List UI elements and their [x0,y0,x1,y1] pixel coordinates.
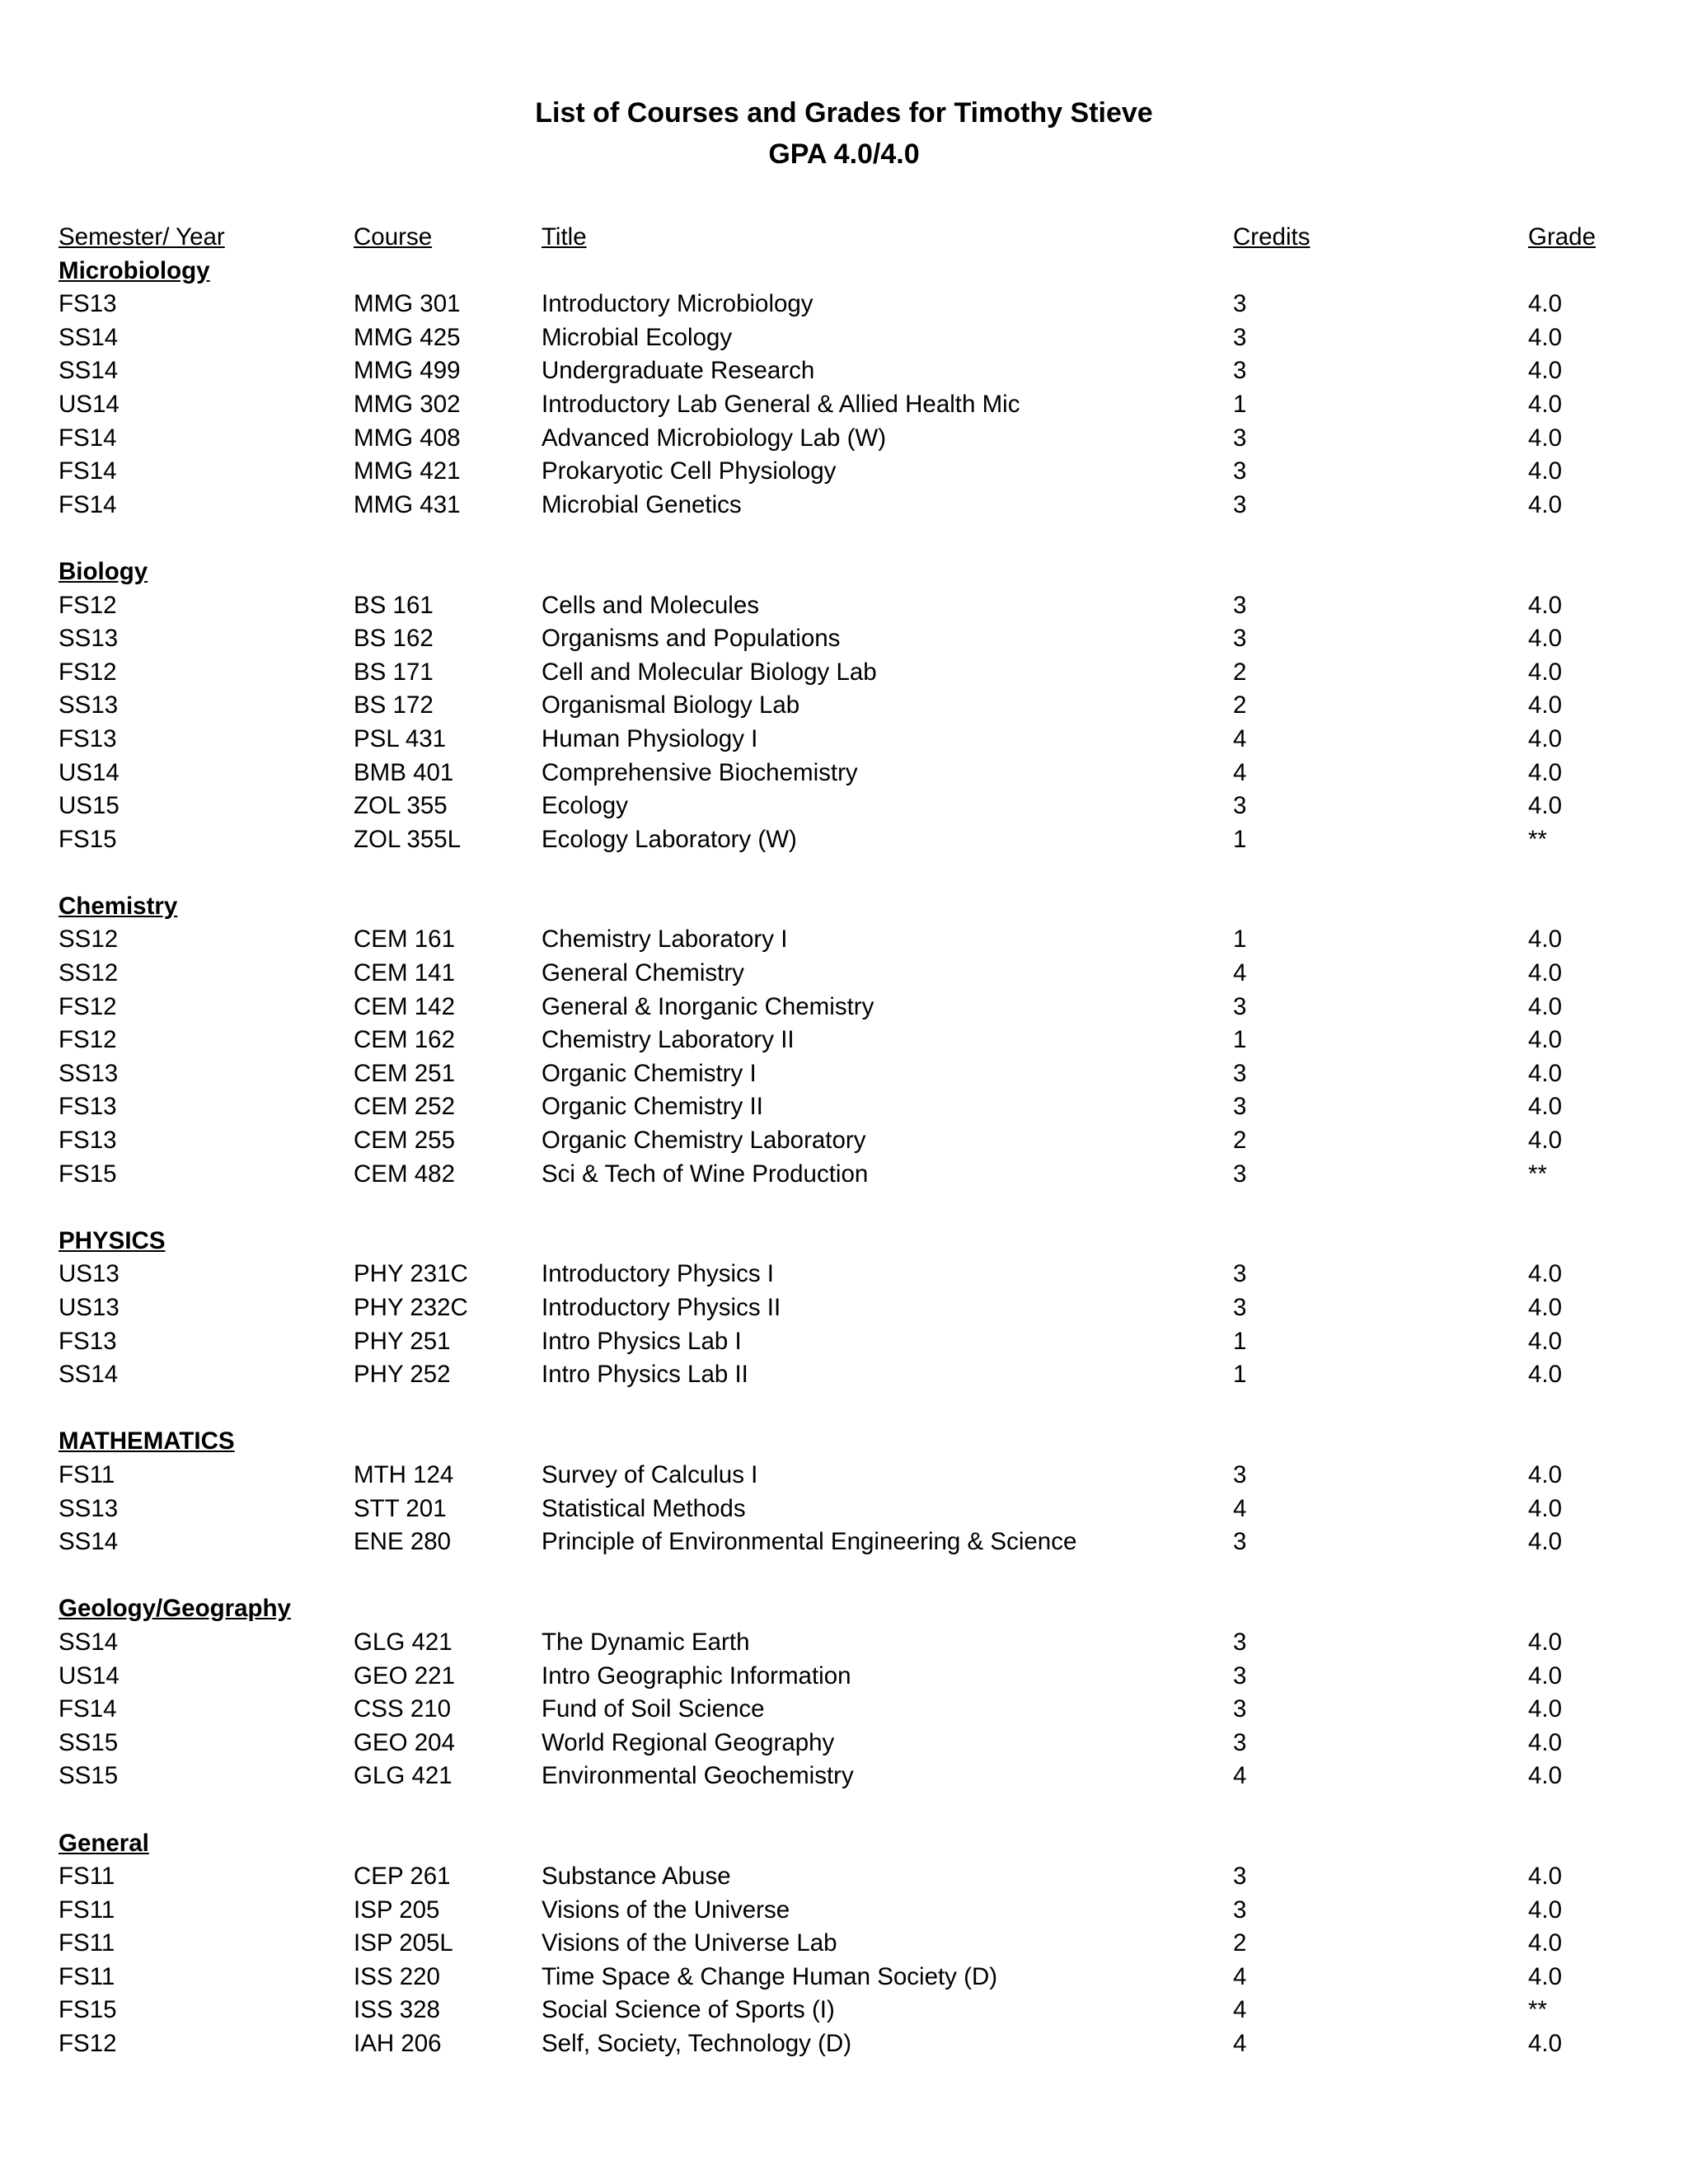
grade-cell: 4.0 [1528,1361,1563,1389]
credits-cell: 3 [1233,1460,1247,1488]
column-header-title: Title [542,223,587,251]
grade-cell: 4.0 [1528,2030,1563,2058]
course-row [59,388,1641,422]
course-title-cell: Social Science of Sports (I) [542,1996,835,2024]
course-code-cell: BS 162 [354,625,434,653]
credits-cell: 3 [1233,992,1247,1020]
semester-cell: FS11 [59,1929,115,1957]
semester-cell: FS11 [59,1863,115,1891]
credits-cell: 1 [1233,1327,1247,1355]
grade-cell: ** [1528,825,1547,853]
semester-cell: SS13 [59,625,119,653]
credits-cell: 4 [1233,1494,1247,1522]
course-title-cell: Statistical Methods [542,1494,746,1522]
course-code-cell: PSL 431 [354,724,447,752]
semester-cell: SS15 [59,1762,119,1790]
grade-cell: 4.0 [1528,792,1563,820]
grade-cell: 4.0 [1528,724,1563,752]
course-title-cell: Chemistry Laboratory I [542,926,788,954]
grade-cell: 4.0 [1528,490,1563,518]
credits-cell: 3 [1233,1896,1247,1924]
course-code-cell: CEM 162 [354,1026,455,1054]
credits-cell: 3 [1233,1160,1247,1188]
credits-cell: 3 [1233,1059,1247,1087]
course-row [59,923,1641,957]
course-row [59,1057,1641,1091]
semester-cell: FS14 [59,490,117,518]
credits-cell: 2 [1233,1929,1247,1957]
credits-cell: 3 [1233,457,1247,485]
semester-cell: FS12 [59,658,117,686]
course-title-cell: Organisms and Populations [542,625,841,653]
section-heading: Chemistry [59,892,178,920]
gpa-subtitle: GPA 4.0/4.0 [768,138,920,170]
course-code-cell: GLG 421 [354,1628,452,1656]
grade-cell: 4.0 [1528,290,1563,318]
grade-cell: 4.0 [1528,1294,1563,1321]
semester-cell: FS12 [59,992,117,1020]
course-row [59,790,1641,823]
course-row [59,1994,1641,2027]
grade-cell: ** [1528,1996,1547,2024]
course-code-cell: MTH 124 [354,1460,454,1488]
course-row [59,823,1641,857]
credits-cell: 3 [1233,1728,1247,1756]
section-spacer [59,856,1641,890]
course-title-cell: Substance Abuse [542,1863,731,1891]
course-row [59,1459,1641,1493]
grade-cell: 4.0 [1528,1695,1563,1723]
semester-cell: FS14 [59,424,117,452]
course-code-cell: CEM 251 [354,1059,455,1087]
grade-cell: 4.0 [1528,1863,1563,1891]
semester-cell: FS11 [59,1896,115,1924]
semester-cell: SS14 [59,1361,119,1389]
course-title-cell: Microbial Ecology [542,323,733,351]
course-title-cell: Organic Chemistry Laboratory [542,1127,866,1155]
course-title-cell: Comprehensive Biochemistry [542,758,858,786]
credits-cell: 1 [1233,1361,1247,1389]
course-row [59,1626,1641,1660]
course-code-cell: MMG 431 [354,490,461,518]
course-code-cell: ISS 328 [354,1996,440,2024]
column-header-semester: Semester/ Year [59,223,225,251]
course-title-cell: Introductory Physics II [542,1294,781,1321]
document-header [0,92,1688,175]
grade-cell: ** [1528,1160,1547,1188]
course-title-cell: Cells and Molecules [542,591,759,619]
credits-cell: 3 [1233,792,1247,820]
course-title-cell: Introductory Physics I [542,1260,774,1288]
credits-cell: 3 [1233,357,1247,385]
course-row [59,1291,1641,1325]
course-title-cell: Intro Physics Lab I [542,1327,742,1355]
course-title-cell: Intro Geographic Information [542,1661,851,1690]
grade-cell: 4.0 [1528,1460,1563,1488]
course-title-cell: Fund of Soil Science [542,1695,765,1723]
course-row [59,957,1641,991]
semester-cell: SS13 [59,1059,119,1087]
semester-cell: FS13 [59,290,117,318]
credits-cell: 2 [1233,691,1247,719]
course-row [59,1158,1641,1192]
semester-cell: US14 [59,758,120,786]
semester-cell: FS15 [59,1996,117,2024]
course-title-cell: Organic Chemistry II [542,1093,763,1121]
grade-cell: 4.0 [1528,1059,1563,1087]
semester-cell: SS13 [59,691,119,719]
semester-cell: SS15 [59,1728,119,1756]
course-row [59,288,1641,321]
course-row [59,1860,1641,1894]
course-title-cell: Prokaryotic Cell Physiology [542,457,837,485]
semester-cell: FS13 [59,1127,117,1155]
semester-cell: US14 [59,390,120,418]
grade-cell: 4.0 [1528,424,1563,452]
course-code-cell: ZOL 355L [354,825,462,853]
course-code-cell: MMG 421 [354,457,461,485]
grade-cell: 4.0 [1528,959,1563,987]
grade-cell: 4.0 [1528,691,1563,719]
section-spacer [59,1793,1641,1827]
credits-cell: 4 [1233,724,1247,752]
credits-cell: 4 [1233,1962,1247,1990]
semester-cell: SS14 [59,323,119,351]
course-code-cell: MMG 425 [354,323,461,351]
grade-cell: 4.0 [1528,1661,1563,1690]
grade-cell: 4.0 [1528,1528,1563,1556]
grade-cell: 4.0 [1528,1093,1563,1121]
course-code-cell: CEM 252 [354,1093,455,1121]
course-title-cell: Visions of the Universe [542,1896,790,1924]
course-row [59,1024,1641,1057]
section-heading: MATHEMATICS [59,1427,235,1455]
grade-cell: 4.0 [1528,926,1563,954]
course-code-cell: MMG 302 [354,390,461,418]
credits-cell: 4 [1233,959,1247,987]
course-table [59,221,1641,2061]
course-code-cell: BMB 401 [354,758,454,786]
semester-cell: FS11 [59,1460,115,1488]
credits-cell: 3 [1233,1695,1247,1723]
course-row [59,1090,1641,1124]
credits-cell: 3 [1233,323,1247,351]
course-row [59,1760,1641,1793]
course-row [59,1526,1641,1559]
credits-cell: 1 [1233,825,1247,853]
course-row [59,489,1641,523]
credits-cell: 1 [1233,390,1247,418]
semester-cell: FS12 [59,1026,117,1054]
grade-cell: 4.0 [1528,1026,1563,1054]
course-row [59,422,1641,456]
course-code-cell: GEO 221 [354,1661,455,1690]
section-heading: General [59,1829,149,1857]
course-row [59,1927,1641,1961]
semester-cell: FS13 [59,1327,117,1355]
course-row [59,1727,1641,1760]
column-header-credits: Credits [1233,223,1311,251]
credits-cell: 3 [1233,424,1247,452]
section-spacer [59,1191,1641,1225]
course-code-cell: ISP 205L [354,1929,453,1957]
course-title-cell: Sci & Tech of Wine Production [542,1160,869,1188]
semester-cell: FS15 [59,825,117,853]
course-code-cell: CEM 141 [354,959,455,987]
course-row [59,656,1641,690]
course-title-cell: General & Inorganic Chemistry [542,992,874,1020]
course-row [59,1358,1641,1392]
semester-cell: US13 [59,1260,120,1288]
course-code-cell: CEP 261 [354,1863,451,1891]
course-code-cell: PHY 231C [354,1260,468,1288]
document-title: List of Courses and Grades for Timothy Stieve [535,97,1153,129]
grade-cell: 4.0 [1528,758,1563,786]
course-title-cell: Introductory Lab General & Allied Health Mic [542,390,1020,418]
course-title-cell: Principle of Environmental Engineering & Science [542,1528,1077,1556]
section-spacer [59,1392,1641,1426]
credits-cell: 1 [1233,1026,1247,1054]
course-code-cell: CEM 482 [354,1160,455,1188]
course-title-cell: Survey of Calculus I [542,1460,758,1488]
semester-cell: FS13 [59,1093,117,1121]
course-title-cell: Time Space & Change Human Society (D) [542,1962,998,1990]
column-header-row [59,221,1641,255]
grade-cell: 4.0 [1528,992,1563,1020]
grade-cell: 4.0 [1528,625,1563,653]
course-row [59,757,1641,790]
grade-cell: 4.0 [1528,1260,1563,1288]
course-title-cell: Environmental Geochemistry [542,1762,854,1790]
course-title-cell: Organismal Biology Lab [542,691,800,719]
grade-cell: 4.0 [1528,323,1563,351]
credits-cell: 3 [1233,1863,1247,1891]
column-header-grade: Grade [1528,223,1596,251]
credits-cell: 4 [1233,1762,1247,1790]
column-header-course: Course [354,223,433,251]
course-row [59,2027,1641,2061]
course-code-cell: MMG 499 [354,357,461,385]
semester-cell: SS13 [59,1494,119,1522]
course-row [59,1258,1641,1291]
semester-cell: SS12 [59,926,119,954]
course-code-cell: GLG 421 [354,1762,452,1790]
grade-cell: 4.0 [1528,357,1563,385]
course-title-cell: Ecology Laboratory (W) [542,825,797,853]
course-title-cell: Introductory Microbiology [542,290,814,318]
course-code-cell: GEO 204 [354,1728,455,1756]
semester-cell: FS12 [59,2030,117,2058]
course-row [59,1660,1641,1694]
course-code-cell: CEM 255 [354,1127,455,1155]
credits-cell: 3 [1233,591,1247,619]
course-title-cell: Advanced Microbiology Lab (W) [542,424,887,452]
course-code-cell: BS 161 [354,591,434,619]
course-code-cell: PHY 252 [354,1361,451,1389]
semester-cell: US14 [59,1661,120,1690]
semester-cell: FS13 [59,724,117,752]
course-row [59,723,1641,757]
course-row [59,1124,1641,1158]
course-code-cell: MMG 408 [354,424,461,452]
section-heading: Geology/Geography [59,1595,291,1623]
course-row [59,589,1641,623]
course-title-cell: Intro Physics Lab II [542,1361,748,1389]
grade-cell: 4.0 [1528,1962,1563,1990]
course-code-cell: BS 171 [354,658,434,686]
course-title-cell: Cell and Molecular Biology Lab [542,658,877,686]
course-row [59,1894,1641,1928]
credits-cell: 3 [1233,1093,1247,1121]
grade-cell: 4.0 [1528,591,1563,619]
grade-cell: 4.0 [1528,1728,1563,1756]
course-code-cell: ISS 220 [354,1962,440,1990]
course-code-cell: CEM 161 [354,926,455,954]
grade-cell: 4.0 [1528,1896,1563,1924]
course-title-cell: Ecology [542,792,628,820]
semester-cell: FS14 [59,1695,117,1723]
course-title-cell: Human Physiology I [542,724,758,752]
credits-cell: 3 [1233,1260,1247,1288]
credits-cell: 3 [1233,1528,1247,1556]
credits-cell: 4 [1233,1996,1247,2024]
course-title-cell: Chemistry Laboratory II [542,1026,795,1054]
credits-cell: 3 [1233,625,1247,653]
course-code-cell: CSS 210 [354,1695,452,1723]
section-heading: PHYSICS [59,1226,166,1254]
credits-cell: 3 [1233,490,1247,518]
credits-cell: 2 [1233,658,1247,686]
course-title-cell: Undergraduate Research [542,357,815,385]
semester-cell: FS15 [59,1160,117,1188]
semester-cell: SS14 [59,1628,119,1656]
semester-cell: SS14 [59,1528,119,1556]
course-row [59,1325,1641,1359]
credits-cell: 3 [1233,1294,1247,1321]
course-title-cell: Organic Chemistry I [542,1059,757,1087]
course-code-cell: CEM 142 [354,992,455,1020]
section-spacer [59,1559,1641,1593]
semester-cell: FS14 [59,457,117,485]
credits-cell: 4 [1233,2030,1247,2058]
semester-cell: SS14 [59,357,119,385]
course-row [59,622,1641,656]
semester-cell: FS12 [59,591,117,619]
course-code-cell: PHY 232C [354,1294,468,1321]
course-row [59,455,1641,489]
semester-cell: SS12 [59,959,119,987]
grade-cell: 4.0 [1528,1929,1563,1957]
course-title-cell: Microbial Genetics [542,490,742,518]
grade-cell: 4.0 [1528,1327,1563,1355]
credits-cell: 3 [1233,1628,1247,1656]
course-title-cell: World Regional Geography [542,1728,835,1756]
grade-cell: 4.0 [1528,1127,1563,1155]
section-heading: Microbiology [59,256,210,284]
semester-cell: FS11 [59,1962,115,1990]
section-spacer [59,522,1641,555]
credits-cell: 3 [1233,290,1247,318]
course-code-cell: ISP 205 [354,1896,440,1924]
course-row [59,991,1641,1024]
credits-cell: 2 [1233,1127,1247,1155]
credits-cell: 1 [1233,926,1247,954]
course-code-cell: BS 172 [354,691,434,719]
grade-cell: 4.0 [1528,1628,1563,1656]
section-heading: Biology [59,557,148,585]
grade-cell: 4.0 [1528,1762,1563,1790]
course-title-cell: Self, Society, Technology (D) [542,2030,852,2058]
grade-cell: 4.0 [1528,457,1563,485]
course-title-cell: Visions of the Universe Lab [542,1929,837,1957]
course-row [59,1693,1641,1727]
credits-cell: 3 [1233,1661,1247,1690]
course-code-cell: MMG 301 [354,290,461,318]
grade-cell: 4.0 [1528,658,1563,686]
course-row [59,354,1641,388]
course-code-cell: PHY 251 [354,1327,451,1355]
course-row [59,689,1641,723]
course-code-cell: ENE 280 [354,1528,452,1556]
course-code-cell: IAH 206 [354,2030,442,2058]
course-code-cell: ZOL 355 [354,792,448,820]
course-title-cell: The Dynamic Earth [542,1628,750,1656]
credits-cell: 4 [1233,758,1247,786]
semester-cell: US13 [59,1294,120,1321]
grade-cell: 4.0 [1528,390,1563,418]
course-row [59,1493,1641,1526]
grade-cell: 4.0 [1528,1494,1563,1522]
course-row [59,321,1641,355]
semester-cell: US15 [59,792,120,820]
course-row [59,1961,1641,1994]
course-code-cell: STT 201 [354,1494,447,1522]
course-title-cell: General Chemistry [542,959,744,987]
